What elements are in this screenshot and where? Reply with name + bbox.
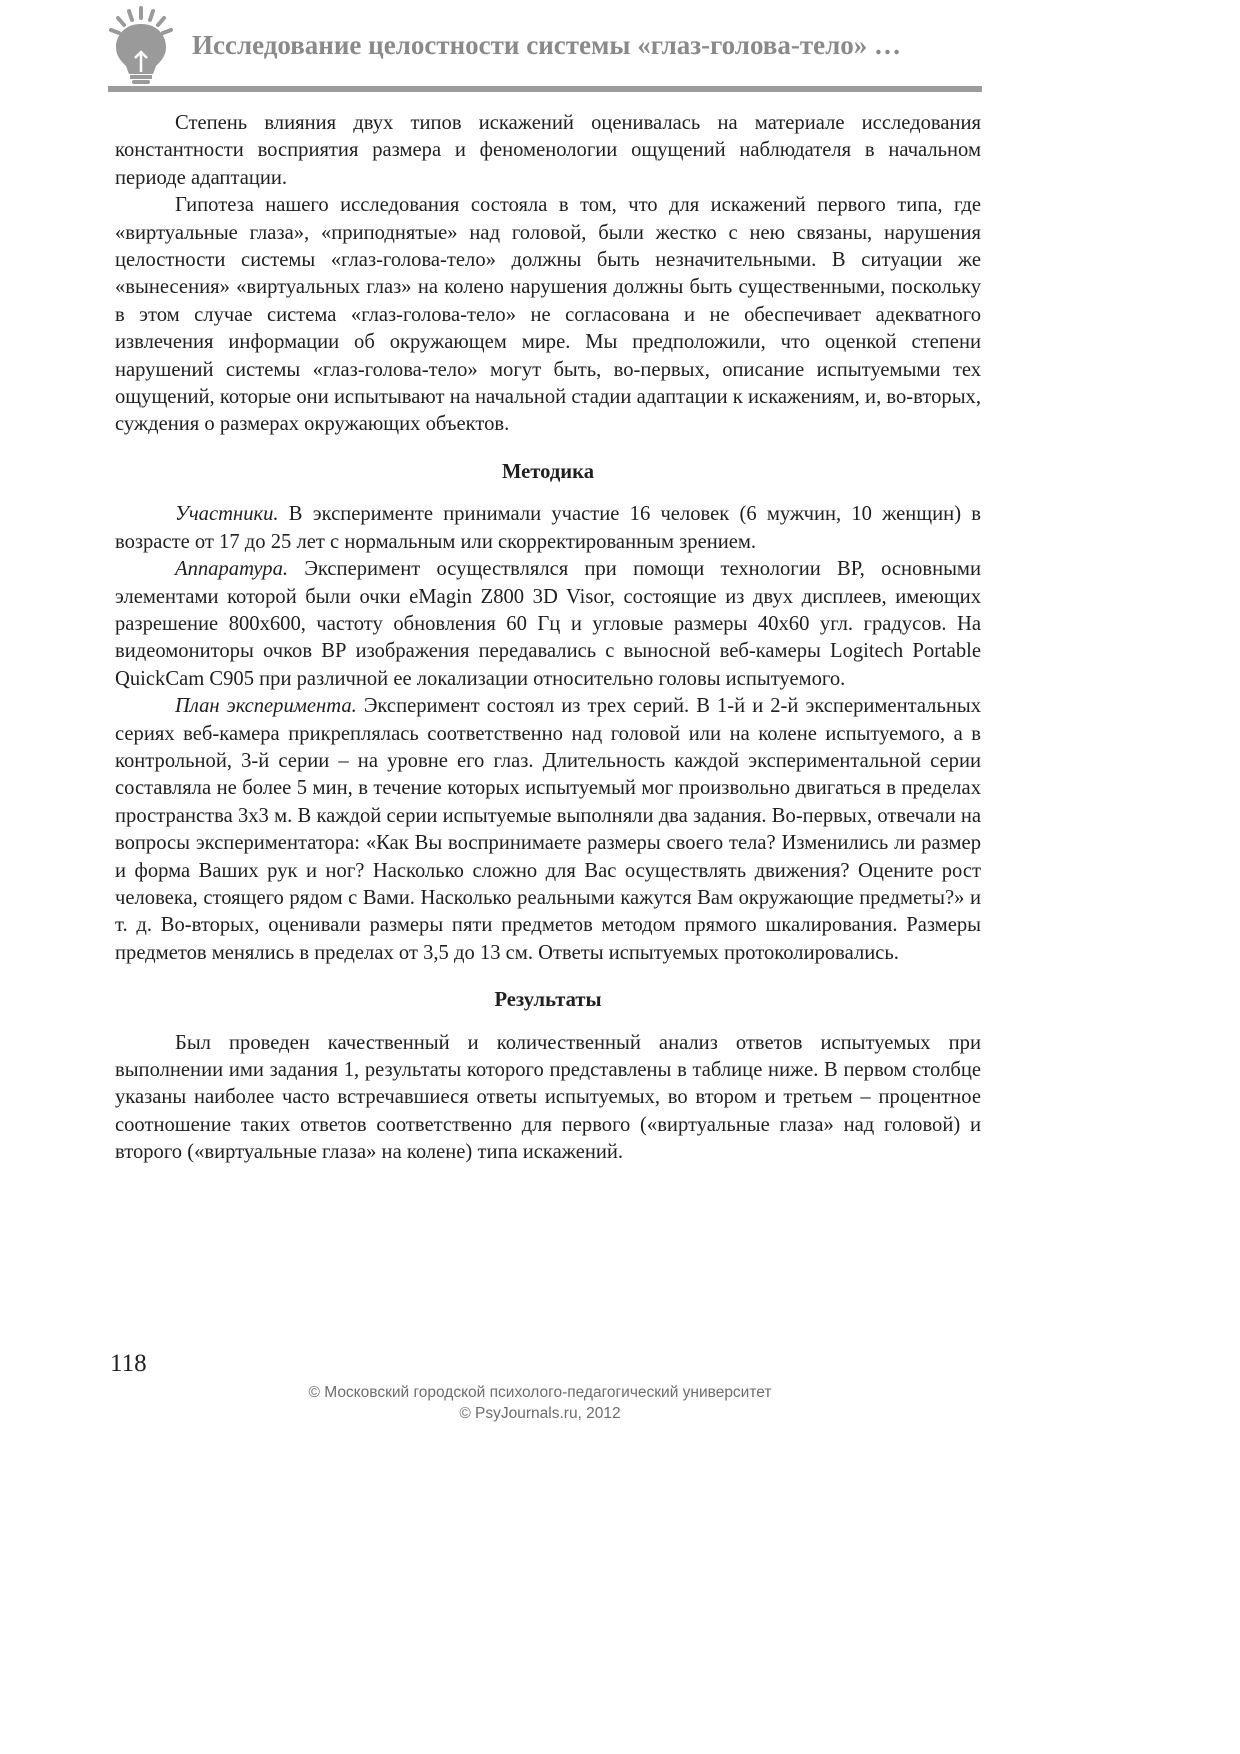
page-number: 118 bbox=[110, 1350, 147, 1377]
copyright-line-2: © PsyJournals.ru, 2012 bbox=[459, 1405, 621, 1422]
participants-text: В эксперименте принимали участие 16 человек (6 мужчин, 10 женщин) в возрасте от 17 до 25 лет с нормальным или скорректированным зрением. bbox=[115, 503, 981, 553]
paragraph-participants bbox=[115, 501, 981, 556]
header-title: Исследование целостности системы «глаз-голова-тело» … bbox=[192, 30, 902, 60]
section-heading-methods: Методика bbox=[502, 460, 594, 483]
article-body bbox=[115, 110, 981, 1167]
section-heading-results: Результаты bbox=[494, 989, 602, 1012]
participants-lead: Участники. bbox=[175, 503, 279, 526]
paragraph-hypothesis: Гипотеза нашего исследования состояла в том, что для искажений первого типа, где «виртуальные глаза», «приподнятые» над головой, были жестко с нею связаны, нарушения целостности системы «глаз-голова-тело» должны быть незначительными. В ситуации же «вынесения» «виртуальных глаз» на колено нарушения должны быть существенными, поскольку в этом случае система «глаз-голова-тело» не согласована и не обеспечивает адекватного извлечения информации об окружающем мире. Мы предположили, что оценкой степени нарушений системы «глаз-голова-тело» могут быть, во-первых, описание испытуемыми тех ощущений, которые они испытывают на начальной стадии адаптации к искажениям, и, во-вторых, суждения о размерах окружающих объектов. bbox=[115, 194, 981, 436]
header-rule bbox=[108, 86, 982, 92]
running-header bbox=[108, 6, 982, 92]
apparatus-lead: Аппаратура. bbox=[175, 558, 289, 581]
paragraph-plan bbox=[115, 693, 981, 967]
plan-lead: План эксперимента. bbox=[175, 695, 357, 718]
copyright-footer bbox=[0, 1382, 1080, 1424]
lightbulb-icon bbox=[108, 6, 174, 84]
plan-text: Эксперимент состоял из трех серий. В 1-й и 2-й экспериментальных сериях веб-камера прикреплялась соответственно над головой или на колене испытуемого, а в контрольной, 3-й серии – на уровне его глаз. Длительность каждой экспериментальной серии составляла не более 5 мин, в течение которых испытуемый мог произвольно двигаться в пределах пространства 3х3 м. В каждой серии испытуемые выполняли два задания. Во-первых, отвечали на вопросы экспериментатора: «Как Вы воспринимаете размеры своего тела? Изменились ли размер и форма Ваших рук и ног? Насколько сложно для Вас осуществлять движения? Оцените рост человека, стоящего рядом с Вами. Насколько реальными кажутся Вам окружающие предметы?» и т. д. Во-вторых, оценивали размеры пяти предметов методом прямого шкалирования. Размеры предметов менялись в пределах от 3,5 до 13 см. Ответы испытуемых протоколировались. bbox=[115, 695, 981, 964]
paragraph-apparatus bbox=[115, 556, 981, 693]
copyright-line-1: © Московский городской психолого-педагогический университет bbox=[308, 1384, 772, 1401]
paragraph-results: Был проведен качественный и количественный анализ ответов испытуемых при выполнении ими задания 1, результаты которого представлены в таблице ниже. В первом столбце указаны наиболее часто встречавшиеся ответы испытуемых, во втором и третьем – процентное соотношение таких ответов соответственно для первого («виртуальные глаза» над головой) и второго («виртуальные глаза» на колене) типа искажений. bbox=[115, 1031, 981, 1164]
paragraph-intro: Степень влияния двух типов искажений оценивалась на материале исследования константности восприятия размера и феноменологии ощущений наблюдателя в начальном периоде адаптации. bbox=[115, 112, 981, 189]
apparatus-text: Эксперимент осуществлялся при помощи технологии ВР, основными элементами которой были очки eMagin Z800 3D Visor, состоящие из двух дисплеев, имеющих разрешение 800х600, частоту обновления 60 Гц и угловые размеры 40х60 угл. градусов. На видеомониторы очков ВР изображения передавались с выносной веб-камеры Logitech Portable QuickCam C905 при различной ее локализации относительно головы испытуемого. bbox=[115, 558, 981, 690]
